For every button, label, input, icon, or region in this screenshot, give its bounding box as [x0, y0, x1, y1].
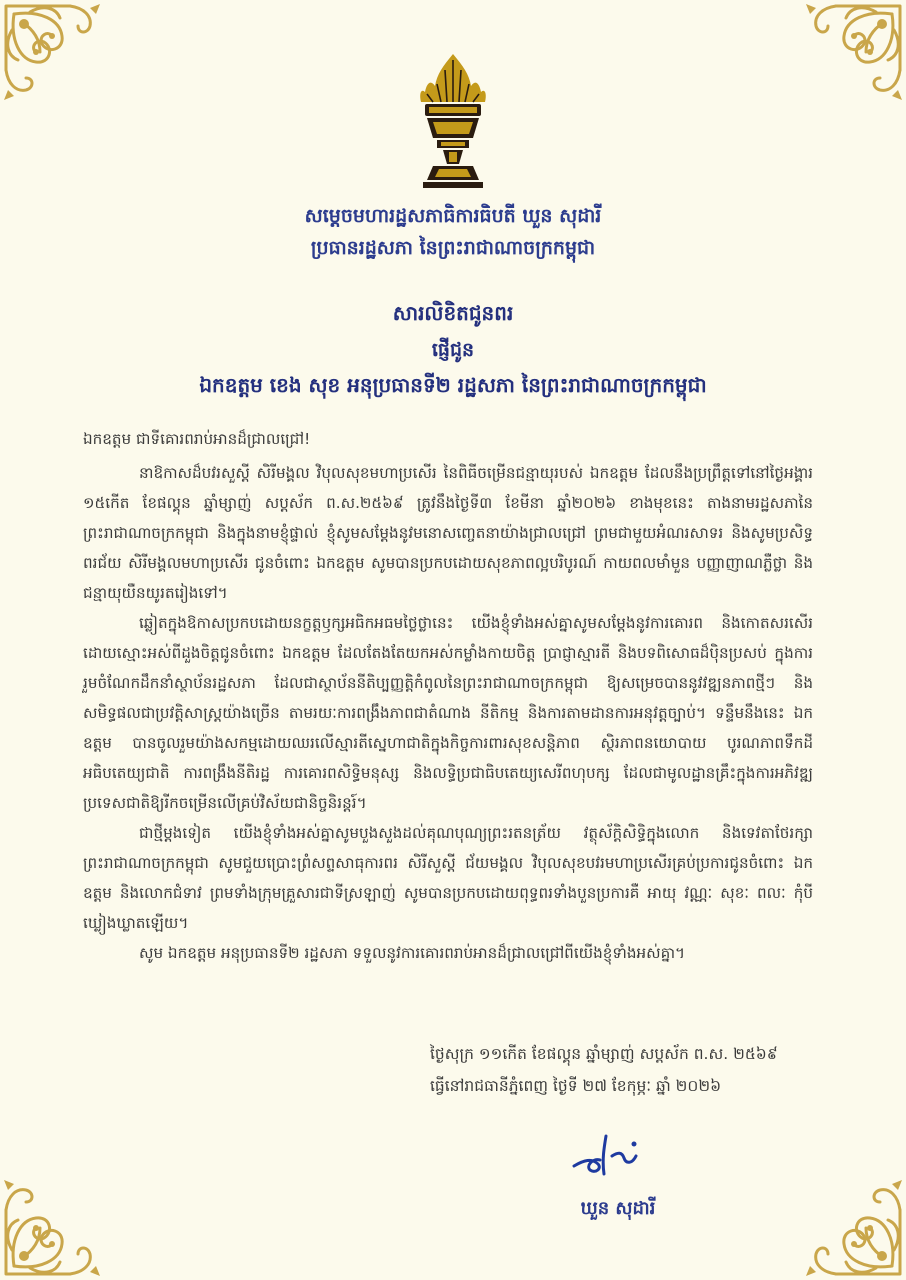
date-solar: ធ្វើនៅរាជធានីភ្នំពេញ ថ្ងៃទី ២៧ ខែកុម្ភៈ ឆ្នាំ ២០២៦	[430, 1077, 722, 1095]
salutation: ឯកឧត្តម ជាទីគោរពរាប់អានដ៏ជ្រាលជ្រៅ!	[83, 430, 311, 448]
paragraph-3: ជាថ្មីម្តងទៀត យើងខ្ញុំទាំងអស់គ្នាសូមបួងសួងដល់គុណបុណ្យព្រះរតនត្រ័យ វត្ថុស័ក្តិសិទ្ធិក្នុងលោក និងទេវតាថែរក្សាព្រះរាជាណាចក្រកម្ពុជា សូមជួយប្រោះព្រំសព្ទសាធុការពរ សិរីសួស្តី ជ័យមង្គល វិបុលសុខបវរមហាប្រសើរគ្រប់ប្រការជូនចំពោះ ឯកឧត្តម និងលោកជំទាវ ព្រមទាំងក្រុមគ្រួសារជាទីស្រឡាញ់ សូមបានប្រកបដោយពុទ្ធពរទាំងបួនប្រការគឺ អាយុ វណ្ណៈ សុខៈ ពលៈ កុំបីឃ្លៀងឃ្លាតឡើយ។	[83, 824, 813, 932]
letter-title: សារលិខិតជូនពរ	[392, 301, 514, 325]
paragraph-1: នាឱកាសដ៏បវរសួស្តី សិរីមង្គល វិបុលសុខមហាប្រសើរ នៃពិធីចម្រើនជន្មាយុរបស់ ឯកឧត្តម ដែលនឹងប្រព្រឹត្តទៅនៅថ្ងៃអង្គារ ១៥កើត ខែផល្គុន ឆ្នាំម្សាញ់ សប្តស័ក ព.ស.២៥៦៩ ត្រូវនឹងថ្ងៃទី៣ ខែមីនា ឆ្នាំ២០២៦ ខាងមុខនេះ តាងនាមរដ្ឋសភានៃព្រះរាជាណាចក្រកម្ពុជា និងក្នុងនាមខ្ញុំផ្ទាល់ ខ្ញុំសូមសម្តែងនូវមនោសញ្ចេតនាយ៉ាងជ្រាលជ្រៅ ព្រមជាមួយអំណរសាទរ និងសូមប្រសិទ្ធពរជ័យ សិរីមង្គលមហាប្រសើរ ជូនចំពោះ ឯកឧត្តម សូមបានប្រកបដោយសុខភាពល្អបរិបូរណ៍ កាយពលមាំមួន បញ្ញាញាណភ្លឺថ្លា និងជន្មាយុយឺនយូរតរៀងទៅ។	[83, 464, 813, 602]
letter-body	[83, 424, 813, 968]
corner-ornament-bottom-right	[788, 1162, 906, 1280]
letter-recipient: ឯកឧត្តម ខេង សុខ អនុប្រធានទី២ រដ្ឋសភា នៃព្រះរាជាណាចក្រកម្ពុជា	[199, 373, 707, 397]
national-assembly-emblem-icon	[413, 52, 493, 192]
sender-name: សម្តេចមហារដ្ឋសភាធិការធិបតី ឃួន សុដារី	[304, 205, 602, 227]
corner-ornament-bottom-left	[0, 1162, 118, 1280]
corner-ornament-top-right	[788, 0, 906, 118]
letter-subtitle: ផ្ញើជូន	[431, 339, 475, 361]
date-lunar: ថ្ងៃសុក្រ ១១កើត ខែផល្គុន ឆ្នាំម្សាញ់ សប្តស័ក ព.ស. ២៥៦៩	[430, 1045, 778, 1063]
sender-position: ប្រធានរដ្ឋសភា នៃព្រះរាជាណាចក្រកម្ពុជា	[310, 237, 596, 259]
signatory-name: ឃួន សុដារី	[580, 1198, 656, 1219]
paragraph-4: សូម ឯកឧត្តម អនុប្រធានទី២ រដ្ឋសភា ទទួលនូវការគោរពរាប់អានដ៏ជ្រាលជ្រៅពីយើងខ្ញុំទាំងអស់គ្នា។	[139, 944, 686, 962]
corner-ornament-top-left	[0, 0, 118, 118]
paragraph-2: ឆ្លៀតក្នុងឱកាសប្រកបដោយនក្ខត្តឫក្សអធិកអធមថ្លៃថ្លានេះ យើងខ្ញុំទាំងអស់គ្នាសូមសម្តែងនូវការគោរព និងកោតសរសើរដោយស្មោះអស់ពីដួងចិត្តជូនចំពោះ ឯកឧត្តម ដែលតែងតែយកអស់កម្លាំងកាយចិត្ត ប្រាជ្ញាស្មារតី និងបទពិសោធដ៏ប៉ិនប្រសប់ ក្នុងការរួមចំណែកដឹកនាំស្ថាប័នរដ្ឋសភា ដែលជាស្ថាប័ននីតិប្បញ្ញត្តិកំពូលនៃព្រះរាជាណាចក្រកម្ពុជា ឱ្យសម្រេចបាននូវវឌ្ឍនភាពថ្មីៗ និងសមិទ្ធផលជាប្រវត្តិសាស្ត្រយ៉ាងច្រើន តាមរយៈការពង្រឹងភាពជាតំណាង នីតិកម្ម និងការតាមដានការអនុវត្តច្បាប់។ ទន្ទឹមនឹងនេះ ឯកឧត្តម បានចូលរួមយ៉ាងសកម្មដោយឈរលើស្មារតីស្នេហាជាតិក្នុងកិច្ចការពារសុខសន្តិភាព ស្ថិរភាពនយោបាយ បូរណភាពទឹកដី អធិបតេយ្យជាតិ ការពង្រឹងនីតិរដ្ឋ ការគោរពសិទ្ធិមនុស្ស និងលទ្ធិប្រជាធិបតេយ្យសេរីពហុបក្ស ដែលជាមូលដ្ឋានគ្រឹះក្នុងការអភិវឌ្ឍប្រទេសជាតិឱ្យរីកចម្រើនលើគ្រប់វិស័យជានិច្ចនិរន្តរ៍។	[83, 614, 813, 812]
signature-icon	[570, 1130, 650, 1180]
